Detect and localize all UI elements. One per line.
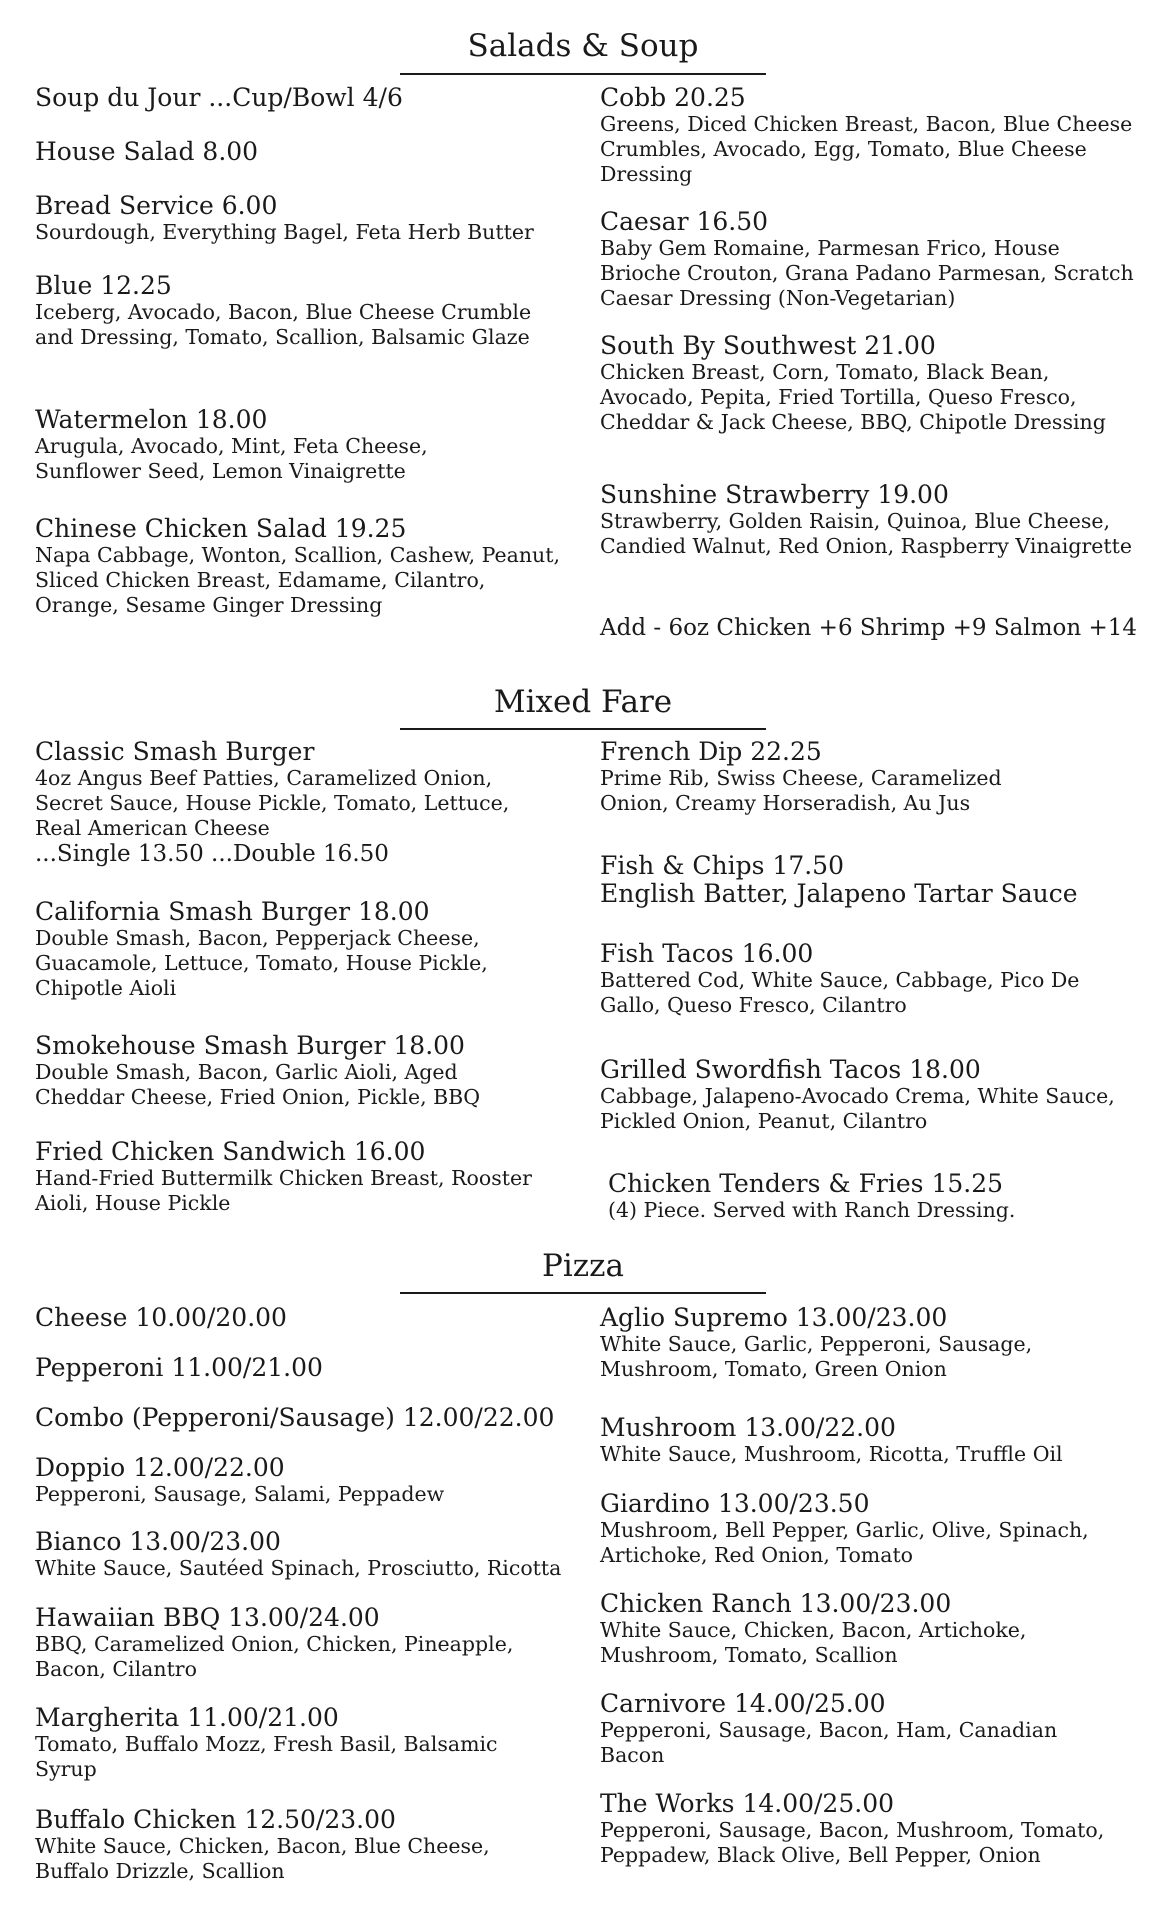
- item-description: 4oz Angus Beef Patties, Caramelized Onion, Secret Sauce, House Pickle, Tomato, Lettuce, Real American Cheese: [35, 766, 510, 840]
- item-description: Chicken Breast, Corn, Tomato, Black Bean, Avocado, Pepita, Fried Tortilla, Queso Fresco, Cheddar & Jack Cheese, BBQ, Chipotle Dressing: [600, 360, 1106, 434]
- section-divider: [400, 73, 766, 75]
- item-description: White Sauce, Mushroom, Ricotta, Truffle Oil: [600, 1442, 1063, 1466]
- item-description: Pepperoni, Sausage, Bacon, Mushroom, Tomato, Peppadew, Black Olive, Bell Pepper, Onion: [600, 1818, 1105, 1867]
- section-divider: [400, 728, 766, 730]
- item-name: Cobb 20.25: [600, 83, 746, 112]
- item-name: Bianco 13.00/23.00: [35, 1527, 281, 1556]
- item-name: Fish Tacos 16.00: [600, 939, 814, 968]
- item-description: Hand-Fried Buttermilk Chicken Breast, Rooster Aioli, House Pickle: [35, 1166, 532, 1215]
- menu-item: [600, 738, 1040, 816]
- section-title: Salads & Soup: [467, 28, 699, 64]
- item-description: Sourdough, Everything Bagel, Feta Herb Butter: [35, 220, 534, 244]
- item-description: Strawberry, Golden Raisin, Quinoa, Blue Cheese, Candied Walnut, Red Onion, Raspberry Vinaigrette: [600, 509, 1133, 558]
- item-description: Baby Gem Romaine, Parmesan Frico, House Brioche Crouton, Grana Padano Parmesan, Scratch Caesar Dressing (Non-Vegetarian): [600, 236, 1134, 310]
- menu-item: [600, 1590, 1060, 1668]
- item-name: Caesar 16.50: [600, 207, 769, 236]
- menu-item: [35, 192, 565, 245]
- item-description: Tomato, Buffalo Mozz, Fresh Basil, Balsamic Syrup: [35, 1732, 498, 1781]
- menu-item: [35, 1806, 535, 1884]
- item-description: Battered Cod, White Sauce, Cabbage, Pico De Gallo, Queso Fresco, Cilantro: [600, 968, 1080, 1017]
- item-description: Double Smash, Bacon, Pepperjack Cheese, Guacamole, Lettuce, Tomato, House Pickle, Chipotle Aioli: [35, 926, 488, 1000]
- item-description: (4) Piece. Served with Ranch Dressing.: [608, 1198, 1016, 1222]
- item-name: Sunshine Strawberry 19.00: [600, 480, 949, 509]
- menu-item: [35, 1032, 505, 1110]
- item-name: The Works 14.00/25.00: [600, 1789, 895, 1818]
- item-name: Grilled Swordfish Tacos 18.00: [600, 1055, 981, 1084]
- menu-item: [35, 1354, 575, 1382]
- item-name: Margherita 11.00/21.00: [35, 1703, 339, 1732]
- menu-item: [600, 1690, 1090, 1768]
- section-title: Pizza: [542, 1248, 624, 1284]
- item-price-options: ...Single 13.50 ...Double 16.50: [35, 841, 389, 867]
- item-name: Chinese Chicken Salad 19.25: [35, 514, 407, 543]
- item-description: White Sauce, Garlic, Pepperoni, Sausage, Mushroom, Tomato, Green Onion: [600, 1332, 1033, 1381]
- item-description: Pepperoni, Sausage, Salami, Peppadew: [35, 1482, 445, 1506]
- item-name: Blue 12.25: [35, 271, 172, 300]
- menu-item: [35, 1138, 570, 1216]
- item-name: Soup du Jour ...Cup/Bowl 4/6: [35, 83, 403, 112]
- item-description: White Sauce, Sautéed Spinach, Prosciutto, Ricotta: [35, 1556, 562, 1580]
- menu-item: [600, 1790, 1140, 1868]
- item-description: Napa Cabbage, Wonton, Scallion, Cashew, Peanut, Sliced Chicken Breast, Edamame, Cilantro, Orange, Sesame Ginger Dressing: [35, 543, 561, 617]
- item-name: Carnivore 14.00/25.00: [600, 1689, 886, 1718]
- item-description: Arugula, Avocado, Mint, Feta Cheese, Sunflower Seed, Lemon Vinaigrette: [35, 434, 428, 483]
- item-description: Double Smash, Bacon, Garlic Aioli, Aged Cheddar Cheese, Fried Onion, Pickle, BBQ: [35, 1060, 481, 1109]
- section-divider: [400, 1292, 766, 1294]
- menu-item: [600, 332, 1135, 435]
- item-description: White Sauce, Chicken, Bacon, Blue Cheese, Buffalo Drizzle, Scallion: [35, 1834, 490, 1883]
- item-name: Mushroom 13.00/22.00: [600, 1413, 896, 1442]
- item-description: Greens, Diced Chicken Breast, Bacon, Blue Cheese Crumbles, Avocado, Egg, Tomato, Blue Cheese Dressing: [600, 112, 1133, 186]
- menu-item: [600, 84, 1140, 187]
- addons-text: Add - 6oz Chicken +6 Shrimp +9 Salmon +14: [600, 615, 1138, 641]
- addons-line: [600, 615, 1140, 641]
- item-name: Classic Smash Burger: [35, 737, 315, 766]
- item-description: Pepperoni, Sausage, Bacon, Ham, Canadian Bacon: [600, 1718, 1058, 1767]
- menu-item: [35, 272, 540, 350]
- menu-item: [600, 1056, 1140, 1134]
- menu-item: [35, 138, 565, 166]
- menu-item: [35, 1404, 575, 1432]
- item-name: Fried Chicken Sandwich 16.00: [35, 1137, 426, 1166]
- item-description: White Sauce, Chicken, Bacon, Artichoke, Mushroom, Tomato, Scallion: [600, 1618, 1027, 1667]
- item-name: House Salad 8.00: [35, 137, 259, 166]
- menu-item: [35, 1304, 575, 1332]
- item-name: Watermelon 18.00: [35, 405, 268, 434]
- item-name: Doppio 12.00/22.00: [35, 1453, 285, 1482]
- item-name: South By Southwest 21.00: [600, 331, 936, 360]
- menu-item: [35, 1604, 555, 1682]
- item-description: BBQ, Caramelized Onion, Chicken, Pineapple, Bacon, Cilantro: [35, 1632, 514, 1681]
- menu-item: [35, 898, 570, 1001]
- item-description: Cabbage, Jalapeno-Avocado Crema, White Sauce, Pickled Onion, Peanut, Cilantro: [600, 1084, 1115, 1133]
- section-title: Mixed Fare: [493, 684, 673, 720]
- item-name: Combo (Pepperoni/Sausage) 12.00/22.00: [35, 1403, 555, 1432]
- menu-item: [600, 208, 1140, 311]
- menu-item: [35, 406, 465, 484]
- menu-item: [35, 1528, 575, 1581]
- item-name: Pepperoni 11.00/21.00: [35, 1353, 323, 1382]
- menu-item: [35, 515, 575, 618]
- menu-item: [35, 84, 565, 112]
- menu-item: [600, 1414, 1140, 1467]
- item-description: Mushroom, Bell Pepper, Garlic, Olive, Spinach, Artichoke, Red Onion, Tomato: [600, 1518, 1089, 1567]
- item-name: Giardino 13.00/23.50: [600, 1489, 870, 1518]
- item-name: Chicken Tenders & Fries 15.25: [608, 1169, 1004, 1198]
- menu-item: [608, 1170, 1148, 1223]
- item-name: Cheese 10.00/20.00: [35, 1303, 287, 1332]
- item-name: Chicken Ranch 13.00/23.00: [600, 1589, 952, 1618]
- item-description: Prime Rib, Swiss Cheese, Caramelized Onion, Creamy Horseradish, Au Jus: [600, 766, 1002, 815]
- item-description: Iceberg, Avocado, Bacon, Blue Cheese Crumble and Dressing, Tomato, Scallion, Balsamic Glaze: [35, 300, 532, 349]
- item-name: Aglio Supremo 13.00/23.00: [600, 1303, 948, 1332]
- item-name: Smokehouse Smash Burger 18.00: [35, 1031, 465, 1060]
- menu-item: [35, 738, 535, 867]
- menu-item: [600, 1304, 1070, 1382]
- item-name: Hawaiian BBQ 13.00/24.00: [35, 1603, 380, 1632]
- menu-item: [35, 1704, 535, 1782]
- menu-item: [35, 1454, 575, 1507]
- menu-item: [600, 481, 1140, 559]
- menu-item: [600, 1490, 1130, 1568]
- item-name: Fish & Chips 17.50: [600, 851, 844, 880]
- item-name: Bread Service 6.00: [35, 191, 278, 220]
- item-description: English Batter, Jalapeno Tartar Sauce: [600, 879, 1078, 908]
- menu-item: [600, 852, 1140, 908]
- item-name: California Smash Burger 18.00: [35, 897, 430, 926]
- item-name: French Dip 22.25: [600, 737, 822, 766]
- menu-item: [600, 940, 1115, 1018]
- item-name: Buffalo Chicken 12.50/23.00: [35, 1805, 396, 1834]
